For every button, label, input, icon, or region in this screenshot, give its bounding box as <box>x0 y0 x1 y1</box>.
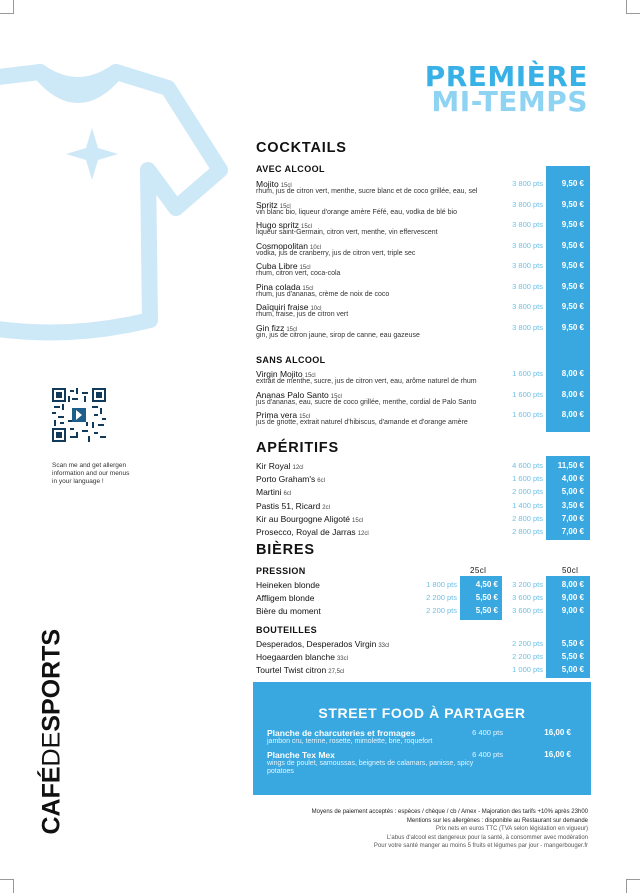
menu-item <box>256 514 592 527</box>
menu-item <box>256 369 592 389</box>
menu-item <box>256 220 592 240</box>
item-size: 15cl <box>330 393 342 400</box>
street-food-item <box>267 750 585 776</box>
menu-item <box>256 461 592 474</box>
item-name-text: Prima vera <box>256 410 298 420</box>
item-size: 27,5cl <box>328 669 345 676</box>
street-food-price: 16,00 € <box>544 750 571 759</box>
item-points: 1 400 pts <box>512 500 543 510</box>
menu-item <box>256 282 592 302</box>
pression-col-25cl: 25cl <box>470 566 487 575</box>
item-desc: rhum, jus d'ananas, crème de noix de coco <box>256 290 390 298</box>
item-name-text: Tourtel Twist citron <box>256 665 327 676</box>
item-price-50cl: 9,00 € <box>561 593 584 602</box>
item-name-text: Kir au Bourgogne Aligoté <box>256 513 351 524</box>
item-desc: rhum, fraise, jus de citron vert <box>256 311 349 318</box>
item-points: 2 800 pts <box>512 527 543 536</box>
item-name-text: Pastis 51, Ricard <box>256 500 321 511</box>
item-points: 4 600 pts <box>512 461 543 470</box>
item-size: 33cl <box>378 643 390 649</box>
item-name <box>256 514 363 524</box>
menu-item <box>256 487 592 500</box>
subsection-bouteilles: BOUTEILLES <box>256 625 318 635</box>
item-size: 15cl <box>299 414 311 420</box>
item-name-text: Hugo spritz <box>256 220 299 230</box>
item-desc: rhum, citron vert, coca-cola <box>256 270 341 277</box>
item-name-text: Virgin Mojito <box>256 369 303 379</box>
street-food-desc: wings de poulet, samoussas, beignets de calamars, panisse, spicy potatoes <box>267 760 474 775</box>
crop-mark-bottom-right <box>626 879 640 893</box>
item-desc: jus de griotte, extrait naturel d'hibiscus, d'amande et d'orange amère <box>256 419 468 426</box>
item-price: 8,00 € <box>561 389 584 399</box>
street-food-pts: 6 400 pts <box>472 728 503 737</box>
item-points: 2 200 pts <box>512 639 543 648</box>
item-size: 15cl <box>280 183 292 189</box>
subsection-avec-alcool: AVEC ALCOOL <box>256 164 325 174</box>
item-name <box>256 665 344 675</box>
item-price: 3,50 € <box>561 500 584 510</box>
item-price: 7,00 € <box>561 527 584 536</box>
item-name <box>256 527 369 537</box>
item-size: 6cl <box>317 478 325 485</box>
footer-payment: Moyens de paiement acceptés : espèces / chèque / cb / Amex - Majoration des tarifs +10% après 23h00 <box>311 809 588 815</box>
subsection-pression: PRESSION <box>256 566 306 576</box>
menu-item <box>256 474 592 487</box>
item-price-25cl: 4,50 € <box>475 580 498 589</box>
item-points-50cl: 3 600 pts <box>512 593 543 602</box>
item-size: 10cl <box>310 306 322 312</box>
item-price: 8,00 € <box>561 410 584 419</box>
item-price: 5,00 € <box>561 665 584 675</box>
item-name-text: Affligem blonde <box>256 593 315 603</box>
pression-col-50cl: 50cl <box>562 566 579 575</box>
section-title-bieres: BIÈRES <box>256 542 315 558</box>
item-points: 1 600 pts <box>512 410 543 419</box>
item-points-25cl: 2 200 pts <box>426 593 457 602</box>
item-desc: rhum, jus de citron vert, menthe, sucre blanc et de coco grillée, eau, sel <box>256 188 478 195</box>
item-name <box>256 580 320 590</box>
brand-part-de: DE <box>37 731 66 767</box>
title-line-1: PREMIÈRE <box>424 60 588 93</box>
item-price: 5,00 € <box>561 487 584 497</box>
item-price: 11,50 € <box>557 461 584 470</box>
item-points: 1 600 pts <box>512 474 543 484</box>
item-points: 3 800 pts <box>512 322 543 332</box>
menu-item <box>256 410 592 430</box>
item-size: 15cl <box>302 285 314 292</box>
item-price-50cl: 8,00 € <box>561 580 584 589</box>
item-name <box>256 652 348 662</box>
section-title-aperitifs: APÉRITIFS <box>256 440 339 456</box>
item-points: 2 000 pts <box>512 487 543 497</box>
menu-item <box>256 606 592 619</box>
item-points-25cl: 1 800 pts <box>426 580 457 589</box>
item-desc: vodka, jus de cranberry, jus de citron vert, triple sec <box>256 249 416 257</box>
item-points: 2 800 pts <box>512 513 543 523</box>
footer-prices: Prix nets en euros TTC (TVA selon législation en vigueur) <box>435 826 588 832</box>
crop-mark-top-left <box>0 0 14 14</box>
item-points: 2 200 pts <box>512 652 543 662</box>
item-name-text: Cosmopolitan <box>256 240 308 251</box>
item-size: 15cl <box>286 326 298 333</box>
item-price: 9,50 € <box>561 322 584 332</box>
item-price: 9,50 € <box>561 261 584 270</box>
item-price: 9,50 € <box>561 281 584 291</box>
item-price: 4,00 € <box>561 474 584 484</box>
item-name-text: Cuba Libre <box>256 261 298 271</box>
item-price-25cl: 5,50 € <box>475 593 498 602</box>
item-desc: liqueur saint-Germain, citron vert, menthe, vin effervescent <box>256 229 438 236</box>
item-desc: extrait de menthe, sucre, jus de citron vert, eau, arôme naturel de rhum <box>256 378 477 385</box>
title-line-2: MI-TEMPS <box>431 85 588 118</box>
qr-code[interactable] <box>52 388 106 442</box>
street-food-item <box>267 728 585 746</box>
item-points: 1 600 pts <box>512 369 543 378</box>
street-food-desc: jambon cru, terrine, rosette, mimolette, brie, roquefort <box>267 738 433 745</box>
item-price: 9,50 € <box>561 220 584 229</box>
menu-item <box>256 639 592 652</box>
footer-alcohol: L'abus d'alcool est dangereux pour la santé, à consommer avec modération <box>386 834 588 841</box>
menu-item <box>256 241 592 261</box>
item-price: 5,50 € <box>561 639 584 648</box>
item-points: 3 800 pts <box>512 240 543 250</box>
menu-item <box>256 200 592 220</box>
item-name <box>256 474 325 484</box>
street-food-title: STREET FOOD À PARTAGER <box>318 705 526 721</box>
item-name <box>256 487 291 497</box>
item-points: 1 600 pts <box>512 389 543 399</box>
item-price-50cl: 9,00 € <box>561 606 584 615</box>
section-title-cocktails: COCKTAILS <box>256 140 347 156</box>
brand-logo <box>22 628 82 838</box>
item-size: 12cl <box>357 531 369 537</box>
item-name-text: Gin fizz <box>256 322 285 333</box>
menu-item <box>256 665 592 678</box>
item-name-text: Porto Graham's <box>256 474 316 485</box>
menu-item <box>256 323 592 343</box>
item-name <box>256 593 314 603</box>
item-points: 3 800 pts <box>512 261 543 270</box>
item-name-text: Heineken blonde <box>256 580 320 590</box>
item-price: 8,00 € <box>561 369 584 378</box>
shirt-illustration-icon <box>0 58 230 348</box>
item-name-text: Pina colada <box>256 281 301 292</box>
item-name <box>256 461 304 471</box>
item-price: 9,50 € <box>561 240 584 250</box>
menu-item <box>256 652 592 665</box>
item-size: 12cl <box>292 465 304 471</box>
item-size: 33cl <box>336 656 348 663</box>
item-price-25cl: 5,50 € <box>475 606 498 615</box>
item-size: 15cl <box>301 224 313 230</box>
subsection-sans-alcool: SANS ALCOOL <box>256 355 326 365</box>
item-name-text: Prosecco, Royal de Jarras <box>256 527 356 537</box>
street-food-price: 16,00 € <box>544 728 571 737</box>
brand-part-cafe: CAFÉ <box>37 766 66 835</box>
brand-part-sports: SPORTS <box>37 628 66 732</box>
item-points: 3 800 pts <box>512 302 543 311</box>
item-points: 3 800 pts <box>512 281 543 291</box>
item-points-25cl: 2 200 pts <box>426 606 457 615</box>
item-name-text: Bière du moment <box>256 606 321 616</box>
item-name-text: Ananas Palo Santo <box>256 389 329 400</box>
footer-notes <box>258 808 588 851</box>
item-size: 2cl <box>322 504 330 511</box>
menu-item <box>256 179 592 199</box>
item-desc: gin, jus de citron jaune, sirop de canne, eau gazeuse <box>256 331 420 339</box>
item-name-text: Daïquiri fraise <box>256 302 309 312</box>
item-name-text: Desperados, Desperados Virgin <box>256 639 377 649</box>
item-points: 3 800 pts <box>512 220 543 229</box>
item-points: 3 800 pts <box>512 199 543 209</box>
item-points-50cl: 3 200 pts <box>512 580 543 589</box>
street-food-panel <box>253 682 591 795</box>
menu-item <box>256 501 592 514</box>
menu-title <box>424 60 588 118</box>
item-desc: vin blanc bio, liqueur d'orange amère Féfé, eau, vodka de blé bio <box>256 208 457 216</box>
item-name-text: Spritz <box>256 199 278 210</box>
item-points: 3 800 pts <box>512 179 543 188</box>
menu-item <box>256 390 592 410</box>
item-name-text: Martini <box>256 487 282 498</box>
item-price: 9,50 € <box>561 302 584 311</box>
item-name-text: Kir Royal <box>256 461 291 471</box>
item-name <box>256 606 321 616</box>
item-points-50cl: 3 600 pts <box>512 606 543 615</box>
item-name <box>256 501 330 511</box>
menu-item <box>256 527 592 540</box>
footer-allergens: Mentions sur les allergènes : disponible au Restaurant sur demande <box>406 817 588 824</box>
item-points: 1 000 pts <box>512 665 543 675</box>
street-food-name: Planche de charcuteries et fromages <box>267 728 416 738</box>
item-desc: jus d'ananas, eau, sucre de coco grillée, menthe, cordial de Palo Santo <box>256 398 477 406</box>
item-size: 15cl <box>304 373 316 379</box>
crop-mark-bottom-left <box>0 879 14 893</box>
item-size: 10cl <box>309 244 321 251</box>
menu-item <box>256 261 592 281</box>
footer-health: Pour votre santé manger au moins 5 fruits et légumes par jour - mangerbouger.fr <box>373 843 588 849</box>
item-price: 5,50 € <box>561 652 584 662</box>
crop-mark-top-right <box>626 0 640 14</box>
item-size: 15cl <box>279 203 291 210</box>
menu-item <box>256 580 592 593</box>
item-size: 15cl <box>299 265 311 271</box>
street-food-pts: 6 400 pts <box>472 750 503 759</box>
item-price: 9,50 € <box>561 179 584 188</box>
item-name-text: Hoegaarden blanche <box>256 652 335 663</box>
qr-caption: Scan me and get allergen information and our menus in your language ! <box>52 462 130 485</box>
street-food-name: Planche Tex Mex <box>267 750 335 760</box>
item-size: 15cl <box>352 517 364 524</box>
menu-item <box>256 302 592 322</box>
item-name <box>256 639 389 649</box>
item-size: 6cl <box>283 491 292 498</box>
menu-item <box>256 593 592 606</box>
item-price: 9,50 € <box>561 199 584 209</box>
item-price: 7,00 € <box>561 513 584 523</box>
item-name-text: Mojito <box>256 179 279 189</box>
